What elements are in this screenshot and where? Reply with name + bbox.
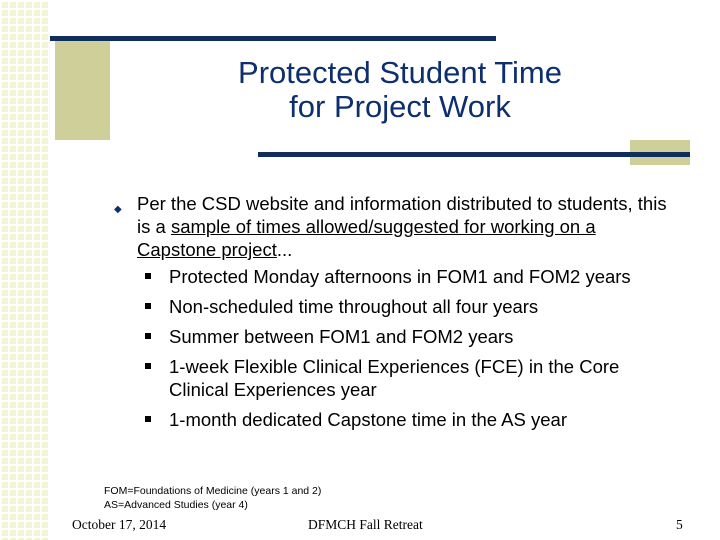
list-item [112,408,672,431]
list-item [112,265,672,288]
square-bullet-icon [145,363,151,369]
intro-link[interactable]: sample of times allowed/suggested for working on a Capstone project [137,216,596,260]
page-number: 5 [676,517,683,532]
title-line-2: for Project Work [289,89,511,124]
list-item-text: Summer between FOM1 and FOM2 years [169,326,514,347]
square-bullet-icon [145,303,151,309]
footer-event: DFMCH Fall Retreat [308,517,423,532]
title-bar-top [50,36,496,41]
abbreviation-notes [104,484,321,512]
list-item-text: 1-month dedicated Capstone time in the AS year [169,409,567,430]
square-bullet-icon [145,333,151,339]
footer-date: October 17, 2014 [72,517,167,532]
list-item-text: 1-week Flexible Clinical Experiences (FCE) in the Core Clinical Experiences year [169,356,620,400]
intro-text-pre: Per the CSD website and information distributed to students, this is a [137,193,667,237]
list-item [112,325,672,348]
intro-text-post: ... [276,239,293,260]
decorative-grid-strip [0,0,50,540]
list-item-text: Non-scheduled time throughout all four years [169,296,539,317]
intro-bullet [112,192,672,261]
list-item-text: Protected Monday afternoons in FOM1 and FOM2 years [169,266,631,287]
note-fom: FOM=Foundations of Medicine (years 1 and 2) [104,485,322,497]
title-accent-box [55,38,110,140]
title-bar-bottom [258,152,690,157]
slide-body [112,192,672,438]
square-bullet-icon [145,416,151,422]
list-item [112,355,672,401]
diamond-bullet-icon: ◆ [114,204,122,215]
square-bullet-icon [145,273,151,279]
slide-title [170,56,630,124]
note-as: AS=Advanced Studies (year 4) [104,499,248,511]
list-item [112,295,672,318]
time-list [112,265,672,431]
title-line-1: Protected Student Time [238,55,562,90]
